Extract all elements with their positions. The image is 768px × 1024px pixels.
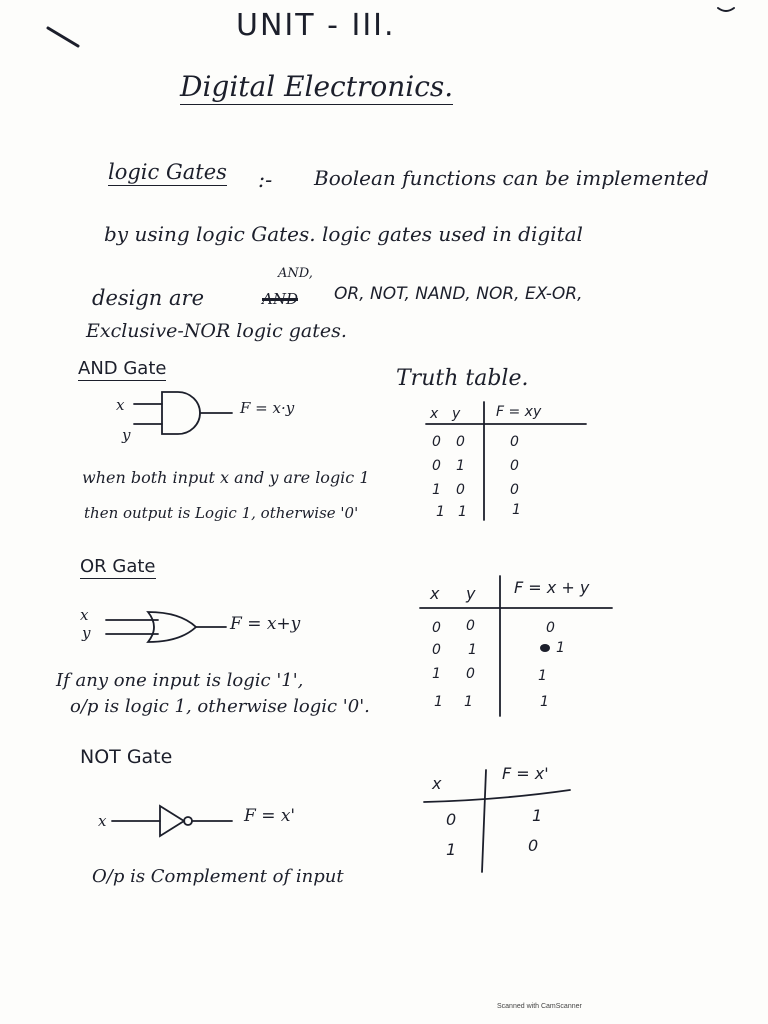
- table-cell: 1: [540, 694, 549, 710]
- logic-gates-heading: logic Gates: [108, 160, 227, 184]
- table-cell: 0: [466, 618, 475, 634]
- or-input-y-label: y: [82, 624, 91, 642]
- and-desc-line-1: when both input x and y are logic 1: [82, 468, 370, 487]
- table-cell: 0: [466, 666, 475, 682]
- intro-line-4: Exclusive-NOR logic gates.: [86, 320, 347, 342]
- table-cell: 1: [538, 668, 547, 684]
- table-header: x: [430, 584, 440, 603]
- unit-title: UNIT - III.: [236, 8, 396, 43]
- table-cell: 0: [510, 434, 519, 450]
- table-cell: 0: [546, 620, 555, 636]
- table-cell: 1: [436, 504, 445, 520]
- or-desc-line-2: o/p is logic 1, otherwise logic '0'.: [70, 696, 370, 717]
- scanned-watermark: Scanned with CamScanner: [497, 1003, 582, 1010]
- table-cell: 1: [532, 806, 543, 825]
- table-header: y: [452, 406, 461, 422]
- table-header: x: [432, 774, 442, 793]
- and-input-y-label: y: [122, 426, 131, 444]
- table-cell: 0: [528, 836, 539, 855]
- table-cell: 0: [432, 620, 441, 636]
- table-cell: 0: [432, 434, 441, 450]
- or-output-label: F = x+y: [230, 614, 301, 634]
- inserted-word: AND,: [278, 266, 313, 281]
- table-cell: 0: [510, 458, 519, 474]
- table-cell: 0: [510, 482, 519, 498]
- intro-line-3-prefix: design are: [92, 286, 204, 310]
- not-desc: O/p is Complement of input: [92, 866, 344, 887]
- table-header: F = xy: [496, 404, 542, 420]
- and-gate-title: AND Gate: [78, 358, 167, 379]
- table-cell: 1: [464, 694, 473, 710]
- or-desc-line-1: If any one input is logic '1',: [56, 670, 304, 691]
- table-cell: 1: [432, 482, 441, 498]
- intro-line-2: by using logic Gates. logic gates used in digital: [104, 222, 583, 246]
- table-header: F = x + y: [514, 578, 590, 597]
- truth-table-title: Truth table.: [396, 366, 529, 391]
- intro-line-3-suffix: OR, NOT, NAND, NOR, EX-OR,: [334, 284, 583, 304]
- table-cell: 0: [456, 434, 465, 450]
- and-output-label: F = x·y: [240, 399, 295, 417]
- table-cell: 0: [432, 642, 441, 658]
- struck-word: AND: [262, 290, 298, 308]
- and-input-x-label: x: [116, 396, 125, 414]
- heading-separator: :-: [258, 168, 273, 192]
- subject-title: Digital Electronics.: [180, 70, 454, 103]
- table-cell: 1: [456, 458, 465, 474]
- table-cell: 1: [556, 640, 565, 656]
- table-header: F = x': [502, 764, 549, 783]
- table-header: y: [466, 584, 476, 603]
- table-cell: 1: [446, 840, 457, 859]
- not-output-label: F = x': [244, 806, 296, 826]
- table-cell: 1: [468, 642, 477, 658]
- table-cell: 1: [512, 502, 521, 518]
- table-cell: 0: [432, 458, 441, 474]
- table-cell: 1: [434, 694, 443, 710]
- table-header: x: [430, 406, 439, 422]
- or-gate-title: OR Gate: [80, 556, 156, 577]
- not-input-x-label: x: [98, 812, 107, 830]
- table-cell: 0: [446, 810, 457, 829]
- or-input-x-label: x: [80, 606, 89, 624]
- table-cell: 1: [458, 504, 467, 520]
- table-cell: 0: [456, 482, 465, 498]
- not-gate-title: NOT Gate: [80, 746, 173, 768]
- table-cell: 1: [432, 666, 441, 682]
- and-desc-line-2: then output is Logic 1, otherwise '0': [84, 504, 359, 522]
- intro-line-1: Boolean functions can be implemented: [314, 166, 709, 190]
